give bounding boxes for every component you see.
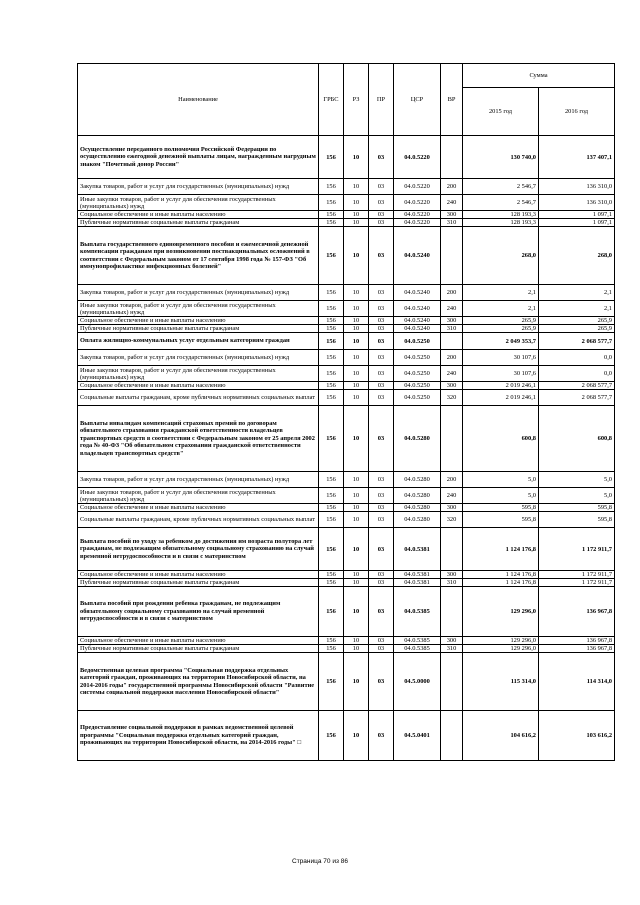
row-name: Социальные выплаты гражданам, кроме публичных нормативных социальных выплат <box>78 512 319 528</box>
row-sum-2015: 2,1 <box>463 301 539 317</box>
row-csr: 04.0.5240 <box>394 285 441 301</box>
row-csr: 04.0.5250 <box>394 333 441 350</box>
row-sum-2016: 268,0 <box>539 227 615 285</box>
row-sum-2016: 136 310,0 <box>539 179 615 195</box>
table-row <box>78 366 615 382</box>
row-sum-2016: 2 068 577,7 <box>539 390 615 406</box>
row-pr: 03 <box>369 285 394 301</box>
row-name: Публичные нормативные социальные выплаты гражданам <box>78 579 319 587</box>
row-csr: 04.0.5240 <box>394 227 441 285</box>
row-csr: 04.0.5250 <box>394 350 441 366</box>
table-row <box>78 285 615 301</box>
row-sum-2016: 1 097,1 <box>539 219 615 227</box>
table-row <box>78 645 615 653</box>
row-vr: 300 <box>441 571 463 579</box>
row-sum-2015: 5,0 <box>463 488 539 504</box>
row-sum-2016: 2 068 577,7 <box>539 382 615 390</box>
row-rz: 10 <box>344 528 369 571</box>
row-rz: 10 <box>344 382 369 390</box>
row-rz: 10 <box>344 653 369 711</box>
page-number: Страница 70 из 86 <box>292 858 348 865</box>
row-sum-2015: 265,9 <box>463 317 539 325</box>
row-sum-2015: 129 296,0 <box>463 645 539 653</box>
row-sum-2015: 2 546,7 <box>463 195 539 211</box>
row-sum-2016: 0,0 <box>539 350 615 366</box>
row-grbs: 156 <box>319 571 344 579</box>
row-pr: 03 <box>369 227 394 285</box>
row-sum-2015: 2 049 353,7 <box>463 333 539 350</box>
row-grbs: 156 <box>319 285 344 301</box>
row-sum-2015: 1 124 176,8 <box>463 528 539 571</box>
row-sum-2016: 137 407,1 <box>539 136 615 179</box>
row-name: Осуществление переданного полномочия Российской Федерации по осуществлению ежегодной денежной выплаты лицам, награжденным нагрудным знаком "Почетный донор России" <box>78 136 319 179</box>
row-sum-2015: 1 124 176,8 <box>463 571 539 579</box>
row-sum-2016: 2 068 577,7 <box>539 333 615 350</box>
row-grbs: 156 <box>319 333 344 350</box>
row-rz: 10 <box>344 390 369 406</box>
row-grbs: 156 <box>319 637 344 645</box>
row-grbs: 156 <box>319 512 344 528</box>
table-row <box>78 382 615 390</box>
row-vr: 240 <box>441 301 463 317</box>
row-vr: 200 <box>441 350 463 366</box>
row-grbs: 156 <box>319 645 344 653</box>
row-vr <box>441 227 463 285</box>
row-pr: 03 <box>369 390 394 406</box>
row-grbs: 156 <box>319 504 344 512</box>
row-rz: 10 <box>344 711 369 761</box>
row-sum-2015: 2 546,7 <box>463 179 539 195</box>
table-row <box>78 333 615 350</box>
row-grbs: 156 <box>319 366 344 382</box>
row-csr: 04.0.5220 <box>394 195 441 211</box>
row-sum-2015: 2 019 246,1 <box>463 382 539 390</box>
table-row <box>78 325 615 333</box>
row-rz: 10 <box>344 301 369 317</box>
row-vr: 300 <box>441 317 463 325</box>
row-name: Выплата государственного единовременного пособия и ежемесячной денежной компенсации гражданам при возникновении поствакцинальных осложнений в соответствии с Федеральным законом от 17 сентября 1998 года № 157-ФЗ "Об иммунопрофилактике инфекционных болезней" <box>78 227 319 285</box>
row-sum-2016: 1 097,1 <box>539 211 615 219</box>
row-sum-2016: 1 172 911,7 <box>539 528 615 571</box>
row-grbs: 156 <box>319 587 344 637</box>
row-vr: 200 <box>441 285 463 301</box>
row-name: Иные закупки товаров, работ и услуг для обеспечения государственных (муниципальных) нужд <box>78 301 319 317</box>
row-name: Социальное обеспечение и иные выплаты населению <box>78 382 319 390</box>
row-name: Социальные выплаты гражданам, кроме публичных нормативных социальных выплат <box>78 390 319 406</box>
table-row <box>78 472 615 488</box>
row-name: Закупка товаров, работ и услуг для государственных (муниципальных) нужд <box>78 179 319 195</box>
row-rz: 10 <box>344 512 369 528</box>
row-vr: 310 <box>441 579 463 587</box>
row-vr: 300 <box>441 504 463 512</box>
row-csr: 04.0.5250 <box>394 390 441 406</box>
row-name: Публичные нормативные социальные выплаты гражданам <box>78 219 319 227</box>
row-grbs: 156 <box>319 472 344 488</box>
row-grbs: 156 <box>319 301 344 317</box>
row-grbs: 156 <box>319 382 344 390</box>
row-pr: 03 <box>369 325 394 333</box>
budget-table <box>77 63 615 761</box>
table-row <box>78 317 615 325</box>
row-rz: 10 <box>344 285 369 301</box>
row-rz: 10 <box>344 179 369 195</box>
row-csr: 04.0.5280 <box>394 504 441 512</box>
row-grbs: 156 <box>319 579 344 587</box>
row-rz: 10 <box>344 637 369 645</box>
row-vr: 310 <box>441 325 463 333</box>
row-name: Иные закупки товаров, работ и услуг для обеспечения государственных (муниципальных) нужд <box>78 488 319 504</box>
row-csr: 04.0.5381 <box>394 528 441 571</box>
header-csr: ЦСР <box>394 64 441 136</box>
row-name: Ведомственная целевая программа "Социальная поддержка отдельных категорий граждан, проживающих на территории Новосибирской области, на 2014-2016 годы" государственной программы Новосибирской области "Развитие системы социальной поддержки населения Новосибирской области" <box>78 653 319 711</box>
row-rz: 10 <box>344 219 369 227</box>
row-csr: 04.0.5381 <box>394 571 441 579</box>
row-name: Закупка товаров, работ и услуг для государственных (муниципальных) нужд <box>78 285 319 301</box>
row-rz: 10 <box>344 317 369 325</box>
row-csr: 04.0.5381 <box>394 579 441 587</box>
row-rz: 10 <box>344 504 369 512</box>
row-sum-2016: 595,8 <box>539 504 615 512</box>
row-sum-2016: 600,8 <box>539 406 615 472</box>
table-row <box>78 390 615 406</box>
row-vr: 240 <box>441 488 463 504</box>
row-grbs: 156 <box>319 325 344 333</box>
row-sum-2016: 136 310,0 <box>539 195 615 211</box>
row-csr: 04.0.5240 <box>394 301 441 317</box>
row-rz: 10 <box>344 333 369 350</box>
row-sum-2016: 114 314,0 <box>539 653 615 711</box>
row-csr: 04.0.5385 <box>394 637 441 645</box>
table-row <box>78 587 615 637</box>
row-sum-2015: 129 296,0 <box>463 587 539 637</box>
row-csr: 04.0.5250 <box>394 382 441 390</box>
row-sum-2016: 1 172 911,7 <box>539 579 615 587</box>
row-pr: 03 <box>369 571 394 579</box>
row-pr: 03 <box>369 512 394 528</box>
row-rz: 10 <box>344 579 369 587</box>
row-sum-2015: 1 124 176,8 <box>463 579 539 587</box>
row-sum-2016: 595,8 <box>539 512 615 528</box>
row-rz: 10 <box>344 350 369 366</box>
row-sum-2015: 600,8 <box>463 406 539 472</box>
row-pr: 03 <box>369 179 394 195</box>
row-pr: 03 <box>369 653 394 711</box>
row-vr: 320 <box>441 512 463 528</box>
table-row <box>78 711 615 761</box>
row-rz: 10 <box>344 227 369 285</box>
row-grbs: 156 <box>319 211 344 219</box>
row-sum-2016: 2,1 <box>539 301 615 317</box>
row-csr: 04.0.5220 <box>394 179 441 195</box>
row-grbs: 156 <box>319 350 344 366</box>
row-pr: 03 <box>369 504 394 512</box>
row-name: Предоставление социальной поддержки в рамках ведомственной целевой программы "Социальная поддержка отдельных категорий граждан, проживающих на территории Новосибирской области, на 2014-2016 годы" □ <box>78 711 319 761</box>
row-pr: 03 <box>369 711 394 761</box>
row-pr: 03 <box>369 472 394 488</box>
row-name: Иные закупки товаров, работ и услуг для обеспечения государственных (муниципальных) нужд <box>78 366 319 382</box>
table-row <box>78 350 615 366</box>
row-rz: 10 <box>344 406 369 472</box>
row-grbs: 156 <box>319 711 344 761</box>
row-sum-2015: 268,0 <box>463 227 539 285</box>
row-name: Социальное обеспечение и иные выплаты населению <box>78 571 319 579</box>
table-row <box>78 488 615 504</box>
row-csr: 04.0.5385 <box>394 587 441 637</box>
row-sum-2016: 0,0 <box>539 366 615 382</box>
row-grbs: 156 <box>319 219 344 227</box>
row-sum-2015: 265,9 <box>463 325 539 333</box>
row-csr: 04.0.5280 <box>394 512 441 528</box>
header-vr: ВР <box>441 64 463 136</box>
row-vr: 240 <box>441 195 463 211</box>
row-pr: 03 <box>369 195 394 211</box>
row-sum-2016: 136 967,8 <box>539 645 615 653</box>
row-pr: 03 <box>369 406 394 472</box>
table-row <box>78 406 615 472</box>
row-sum-2016: 265,9 <box>539 325 615 333</box>
row-vr: 200 <box>441 472 463 488</box>
table-header <box>78 64 615 136</box>
row-sum-2016: 136 967,8 <box>539 637 615 645</box>
header-name: Наименование <box>78 64 319 136</box>
row-grbs: 156 <box>319 179 344 195</box>
row-grbs: 156 <box>319 136 344 179</box>
row-sum-2016: 5,0 <box>539 488 615 504</box>
row-csr: 04.0.5280 <box>394 472 441 488</box>
row-sum-2015: 595,8 <box>463 504 539 512</box>
row-vr <box>441 136 463 179</box>
row-pr: 03 <box>369 136 394 179</box>
header-grbs: ГРБС <box>319 64 344 136</box>
row-sum-2016: 103 616,2 <box>539 711 615 761</box>
row-vr: 200 <box>441 179 463 195</box>
row-pr: 03 <box>369 488 394 504</box>
row-pr: 03 <box>369 333 394 350</box>
row-sum-2015: 128 193,3 <box>463 219 539 227</box>
row-sum-2015: 2 019 246,1 <box>463 390 539 406</box>
table-row <box>78 528 615 571</box>
row-name: Закупка товаров, работ и услуг для государственных (муниципальных) нужд <box>78 350 319 366</box>
row-name: Публичные нормативные социальные выплаты гражданам <box>78 325 319 333</box>
row-pr: 03 <box>369 350 394 366</box>
row-sum-2016: 136 967,8 <box>539 587 615 637</box>
row-rz: 10 <box>344 325 369 333</box>
row-sum-2015: 128 193,3 <box>463 211 539 219</box>
row-name: Публичные нормативные социальные выплаты гражданам <box>78 645 319 653</box>
row-grbs: 156 <box>319 653 344 711</box>
row-csr: 04.0.5280 <box>394 488 441 504</box>
row-pr: 03 <box>369 528 394 571</box>
row-sum-2015: 30 107,6 <box>463 366 539 382</box>
row-rz: 10 <box>344 195 369 211</box>
row-sum-2016: 265,9 <box>539 317 615 325</box>
row-name: Социальное обеспечение и иные выплаты населению <box>78 637 319 645</box>
row-rz: 10 <box>344 366 369 382</box>
row-sum-2015: 5,0 <box>463 472 539 488</box>
row-sum-2015: 2,1 <box>463 285 539 301</box>
row-csr: 04.0.5240 <box>394 325 441 333</box>
row-vr: 310 <box>441 219 463 227</box>
row-pr: 03 <box>369 579 394 587</box>
row-sum-2015: 595,8 <box>463 512 539 528</box>
row-csr: 04.0.5385 <box>394 645 441 653</box>
row-csr: 04.0.5220 <box>394 211 441 219</box>
table-row <box>78 579 615 587</box>
header-pr: ПР <box>369 64 394 136</box>
row-vr: 300 <box>441 382 463 390</box>
row-name: Выплата пособий при рождении ребенка гражданам, не подлежащим обязательному социальному страхованию на случай временной нетрудоспособности и в связи с материнством <box>78 587 319 637</box>
table-row <box>78 227 615 285</box>
table-row <box>78 195 615 211</box>
row-vr <box>441 653 463 711</box>
row-name: Социальное обеспечение и иные выплаты населению <box>78 317 319 325</box>
row-csr: 04.0.5280 <box>394 406 441 472</box>
row-csr: 04.0.5220 <box>394 219 441 227</box>
row-vr <box>441 587 463 637</box>
row-name: Выплата пособий по уходу за ребенком до достижения им возраста полутора лет гражданам, не подлежащим обязательному социальному страхованию на случай временной нетрудоспособности и в связи с материнством <box>78 528 319 571</box>
row-rz: 10 <box>344 136 369 179</box>
row-pr: 03 <box>369 219 394 227</box>
row-grbs: 156 <box>319 390 344 406</box>
row-csr: 04.5.0401 <box>394 711 441 761</box>
row-csr: 04.0.5240 <box>394 317 441 325</box>
row-rz: 10 <box>344 211 369 219</box>
row-grbs: 156 <box>319 488 344 504</box>
row-rz: 10 <box>344 472 369 488</box>
row-sum-2015: 30 107,6 <box>463 350 539 366</box>
row-pr: 03 <box>369 382 394 390</box>
row-pr: 03 <box>369 301 394 317</box>
row-sum-2016: 5,0 <box>539 472 615 488</box>
table-row <box>78 301 615 317</box>
row-pr: 03 <box>369 211 394 219</box>
row-vr: 240 <box>441 366 463 382</box>
row-sum-2016: 2,1 <box>539 285 615 301</box>
row-rz: 10 <box>344 488 369 504</box>
table-row <box>78 512 615 528</box>
table-row <box>78 136 615 179</box>
header-rz: РЗ <box>344 64 369 136</box>
row-name: Закупка товаров, работ и услуг для государственных (муниципальных) нужд <box>78 472 319 488</box>
table-row <box>78 211 615 219</box>
header-2016: 2016 год <box>539 88 615 136</box>
row-csr: 04.0.5250 <box>394 366 441 382</box>
row-sum-2015: 115 314,0 <box>463 653 539 711</box>
row-vr <box>441 528 463 571</box>
row-pr: 03 <box>369 366 394 382</box>
row-pr: 03 <box>369 317 394 325</box>
table-row <box>78 571 615 579</box>
header-2015: 2015 год <box>463 88 539 136</box>
row-rz: 10 <box>344 571 369 579</box>
row-grbs: 156 <box>319 195 344 211</box>
table-row <box>78 504 615 512</box>
table-row <box>78 653 615 711</box>
row-vr: 300 <box>441 637 463 645</box>
row-rz: 10 <box>344 645 369 653</box>
row-grbs: 156 <box>319 406 344 472</box>
row-pr: 03 <box>369 637 394 645</box>
row-vr <box>441 406 463 472</box>
row-vr <box>441 333 463 350</box>
row-name: Иные закупки товаров, работ и услуг для обеспечения государственных (муниципальных) нужд <box>78 195 319 211</box>
row-csr: 04.0.5220 <box>394 136 441 179</box>
row-vr: 320 <box>441 390 463 406</box>
table-row <box>78 179 615 195</box>
row-csr: 04.5.0000 <box>394 653 441 711</box>
row-vr <box>441 711 463 761</box>
row-sum-2015: 104 616,2 <box>463 711 539 761</box>
header-sum: Сумма <box>463 64 615 88</box>
table-body <box>78 136 615 761</box>
table-row <box>78 219 615 227</box>
row-pr: 03 <box>369 587 394 637</box>
row-sum-2015: 129 296,0 <box>463 637 539 645</box>
row-name: Социальное обеспечение и иные выплаты населению <box>78 504 319 512</box>
row-sum-2016: 1 172 911,7 <box>539 571 615 579</box>
row-name: Оплата жилищно-коммунальных услуг отдельным категориям граждан <box>78 333 319 350</box>
row-vr: 310 <box>441 645 463 653</box>
row-name: Социальное обеспечение и иные выплаты населению <box>78 211 319 219</box>
row-name: Выплаты инвалидам компенсаций страховых премий по договорам обязательного страхования гражданской ответственности владельцев транспортных средств в соответствии с Федеральным законом от 25 апреля 2002 года № 40-ФЗ "Об обязательном страховании гражданской ответственности владельцев транспортных средств" <box>78 406 319 472</box>
row-rz: 10 <box>344 587 369 637</box>
row-sum-2015: 130 740,0 <box>463 136 539 179</box>
row-vr: 300 <box>441 211 463 219</box>
table-row <box>78 637 615 645</box>
row-grbs: 156 <box>319 227 344 285</box>
row-pr: 03 <box>369 645 394 653</box>
row-grbs: 156 <box>319 528 344 571</box>
row-grbs: 156 <box>319 317 344 325</box>
